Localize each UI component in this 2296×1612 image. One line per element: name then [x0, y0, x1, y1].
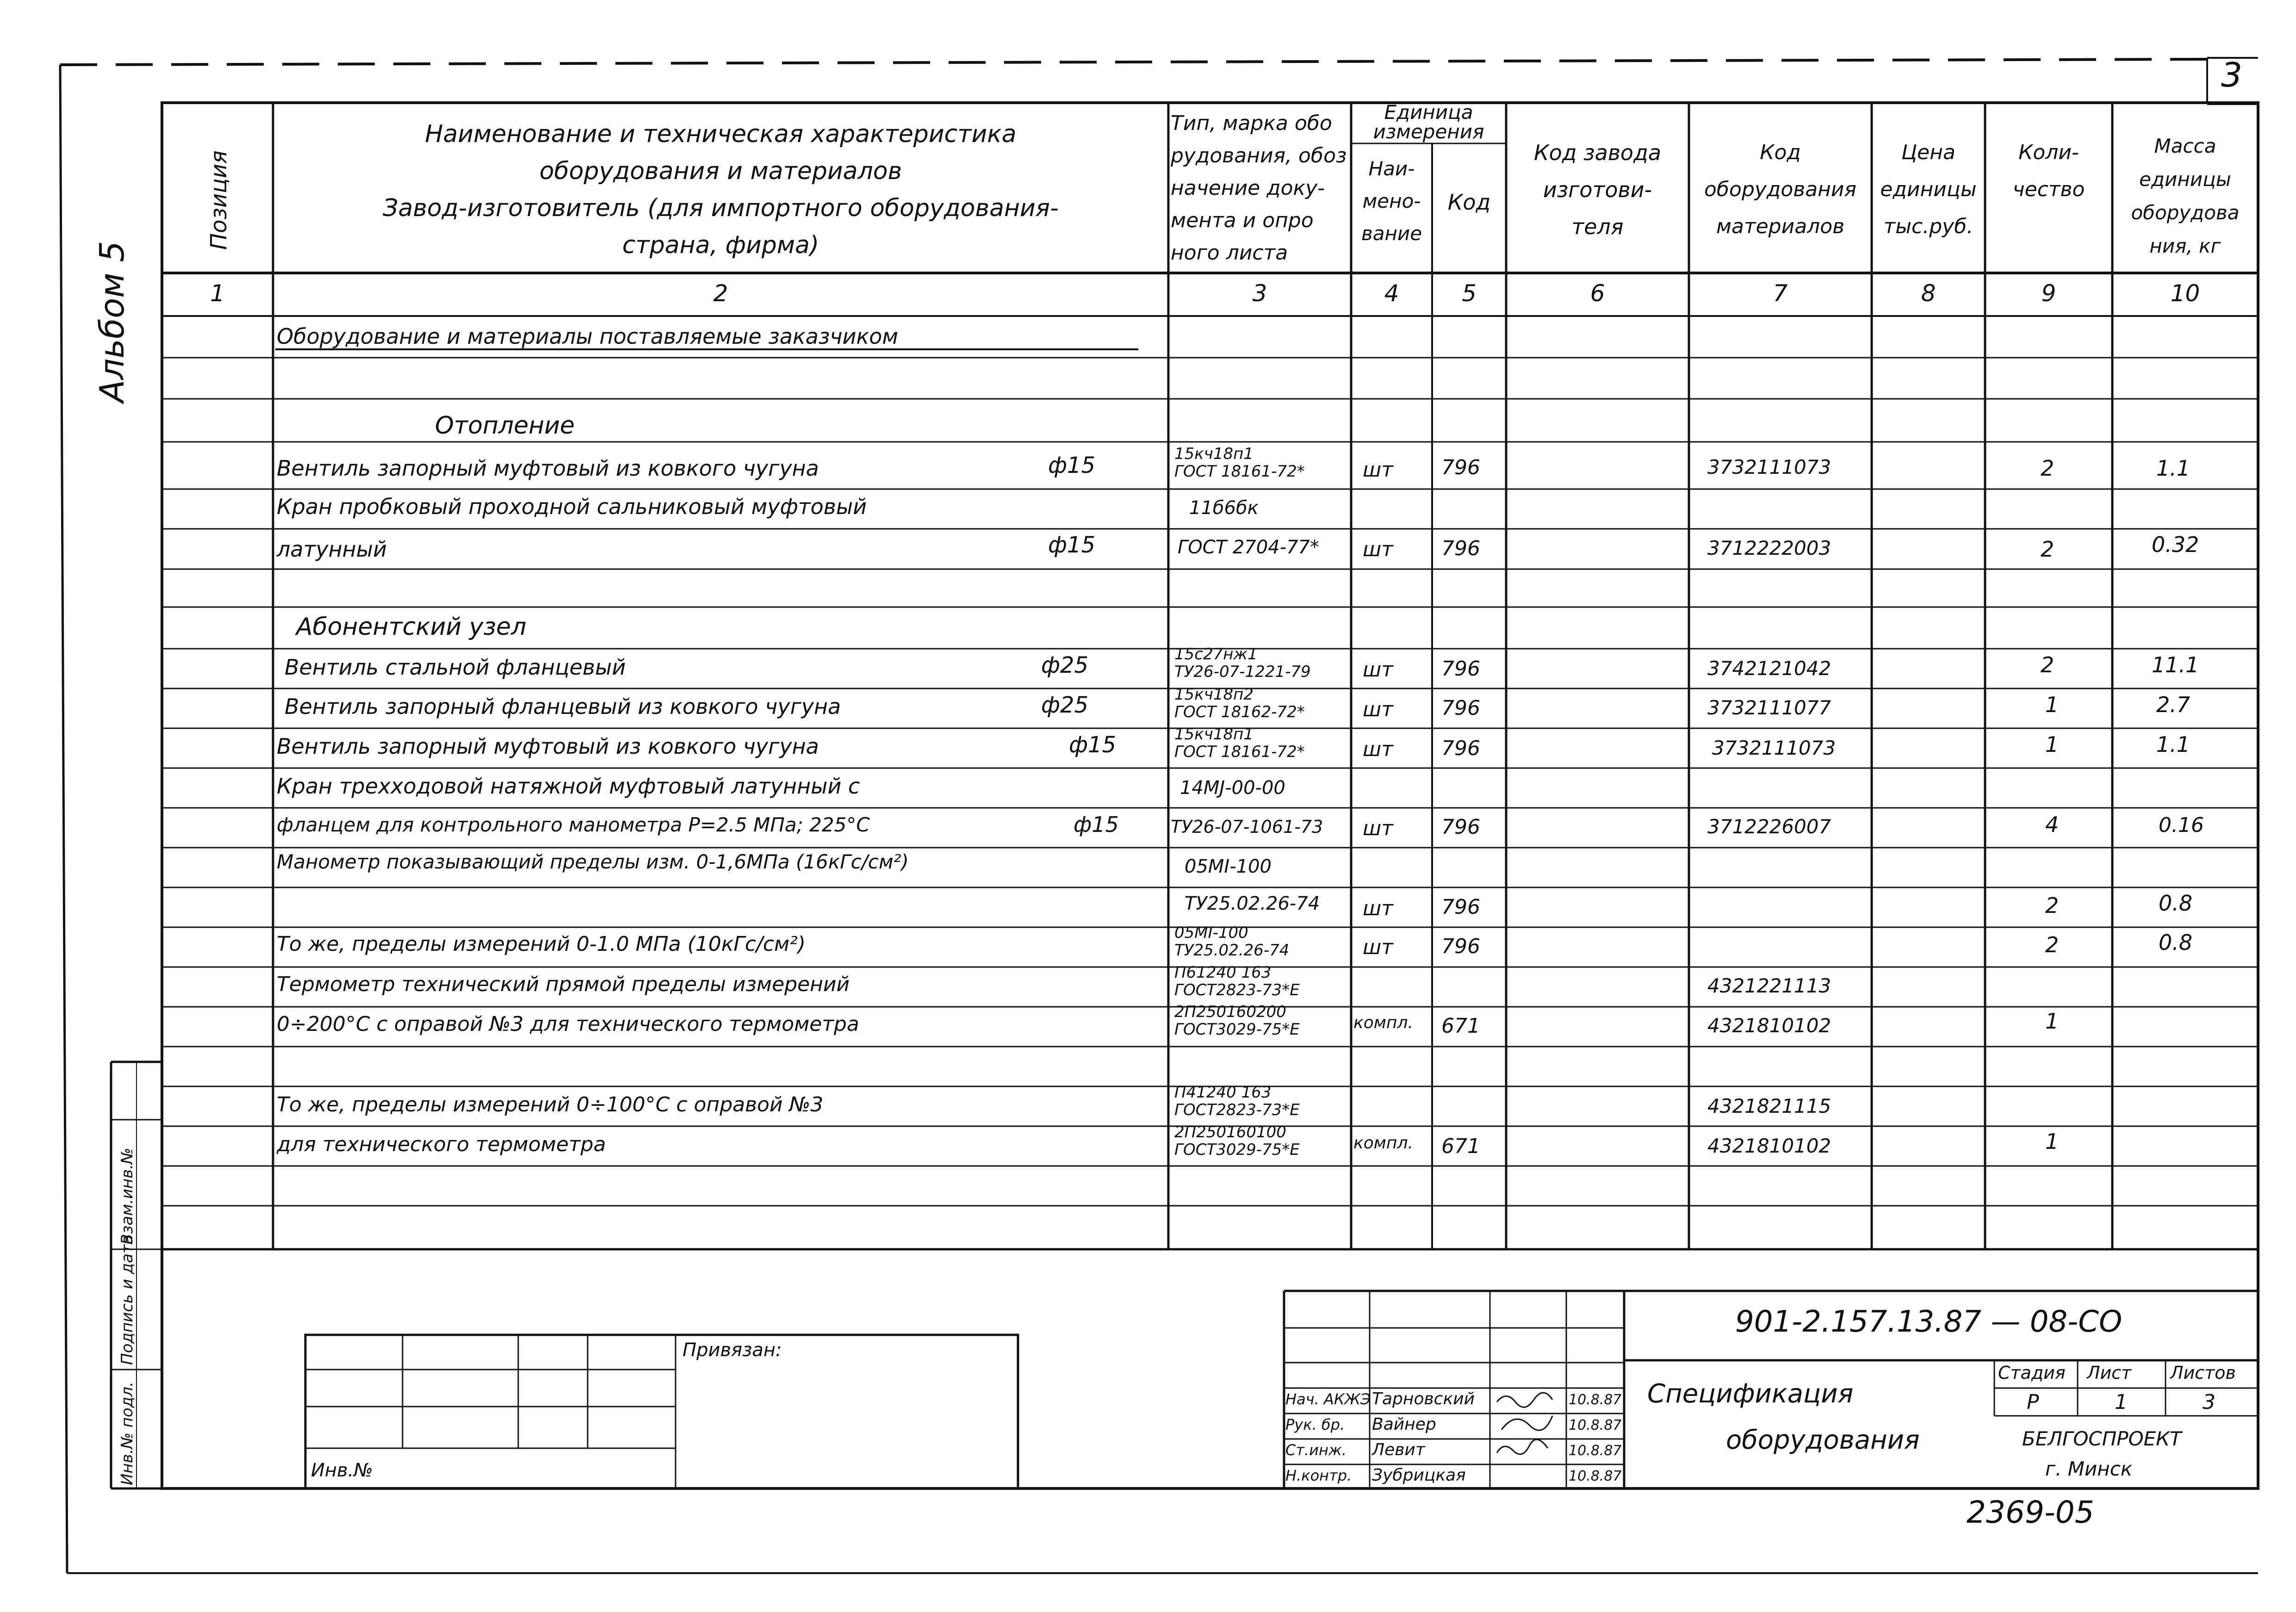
- row-12-code: 796: [1441, 815, 1480, 839]
- row-9-unit: шт: [1363, 698, 1393, 721]
- row-10-dn: ф15: [1069, 732, 1117, 758]
- sign-name-3: Левит: [1372, 1440, 1425, 1459]
- row-13-type: 05МI-100: [1185, 856, 1272, 877]
- row-15-code: 796: [1441, 935, 1480, 958]
- row-15-mass: 0.8: [2159, 930, 2193, 955]
- row-7-heading: Абонентский узел: [296, 613, 527, 641]
- colnum-1: 1: [210, 280, 225, 307]
- org-name: БЕЛГОСПРОЕКТ: [2022, 1427, 2182, 1450]
- row-3-qty: 2: [2041, 456, 2054, 481]
- row-15-type-2: ТУ25.02.26-74: [1174, 941, 1290, 960]
- row-15-name: То же, пределы измерений 0-1.0 МПа (10кГс/см²): [277, 932, 806, 956]
- row-20-name: для технического термометра: [277, 1133, 606, 1156]
- header-col7-line2: оборудования: [1704, 178, 1856, 201]
- row-9-type-1: 15кч18п2: [1174, 685, 1254, 704]
- row-10-code: 796: [1441, 737, 1480, 760]
- row-9-mass: 2.7: [2156, 692, 2191, 717]
- header-col10-line3: оборудова: [2131, 201, 2240, 224]
- side-stamp-signature-date: Подпись и дата: [118, 1234, 137, 1365]
- sign-role-1: Нач. АКЖЭ: [1285, 1390, 1371, 1408]
- row-14-mass: 0.8: [2159, 891, 2193, 916]
- header-col4-line1: Наи-: [1368, 157, 1415, 180]
- row-5-code: 796: [1441, 537, 1480, 560]
- row-16-equip-code: 4321221113: [1707, 974, 1831, 997]
- row-12-type-b: ТУ26-07-1061-73: [1171, 817, 1323, 837]
- row-3-unit: шт: [1363, 458, 1393, 482]
- row-12-equip-code: 3712226007: [1707, 815, 1831, 838]
- row-13-name: Манометр показывающий пределы изм. 0-1,6МПа (16кГс/см²): [277, 850, 909, 873]
- row-8-qty: 2: [2041, 652, 2054, 677]
- header-col10-line1: Масса: [2154, 135, 2216, 157]
- org-city: г. Минск: [2045, 1457, 2133, 1480]
- sign-name-2: Вайнер: [1372, 1415, 1436, 1434]
- row-8-type-1: 15с27нж1: [1174, 645, 1258, 663]
- header-col1: Позиция: [206, 150, 232, 250]
- header-col7-line1: Код: [1760, 141, 1801, 164]
- row-19-equip-code: 4321821115: [1707, 1095, 1831, 1117]
- header-col4-line3: вание: [1361, 222, 1422, 245]
- row-19-name: То же, пределы измерений 0÷100°С с оправой №3: [277, 1093, 824, 1116]
- header-col9-line1: Коли-: [2018, 141, 2079, 164]
- header-col9-line2: чество: [2012, 178, 2085, 201]
- row-5-unit: шт: [1363, 538, 1393, 561]
- header-col2-line3: Завод-изготовитель (для импортного оборудования-: [383, 194, 1059, 222]
- row-8-unit: шт: [1363, 658, 1393, 682]
- header-col8-line3: тыс.руб.: [1883, 215, 1973, 238]
- row-3-name: Вентиль запорный муфтовый из ковкого чугуна: [277, 456, 819, 481]
- row-19-type-1: П41240 163: [1174, 1083, 1272, 1102]
- header-col10-line4: ния, кг: [2149, 235, 2221, 257]
- header-col6-line3: теля: [1571, 214, 1624, 239]
- row-10-type-1: 15кч18п1: [1174, 725, 1254, 744]
- row-14-type: ТУ25.02.26-74: [1185, 893, 1320, 914]
- row-4-name: Кран пробковый проходной сальниковый муфтовый: [277, 494, 867, 519]
- sign-name-1: Тарновский: [1372, 1389, 1475, 1408]
- row-9-equip-code: 3732111077: [1707, 696, 1831, 719]
- row-20-equip-code: 4321810102: [1707, 1135, 1831, 1157]
- header-col3-line2: рудования, обоз: [1171, 144, 1347, 167]
- row-8-code: 796: [1441, 657, 1480, 681]
- row-17-code: 671: [1441, 1014, 1480, 1038]
- row-12-name: фланцем для контрольного манометра Р=2.5 МПа; 225°С: [277, 813, 870, 836]
- colnum-10: 10: [2170, 280, 2200, 307]
- row-15-unit: шт: [1363, 936, 1393, 959]
- document-code: 901-2.157.13.87 — 08-СО: [1735, 1305, 2122, 1339]
- row-5-type: ГОСТ 2704-77*: [1178, 537, 1319, 558]
- header-col6-line1: Код завода: [1533, 140, 1662, 165]
- colnum-7: 7: [1773, 280, 1788, 307]
- sheet-value: 1: [2115, 1390, 2128, 1414]
- header-col3-line3: начение доку-: [1171, 176, 1325, 200]
- row-8-name: Вентиль стальной фланцевый: [285, 655, 626, 680]
- row-12-qty: 4: [2045, 812, 2059, 837]
- sign-role-2: Рук. бр.: [1285, 1416, 1345, 1433]
- row-9-type-2: ГОСТ 18162-72*: [1174, 703, 1305, 721]
- sheet-label: Лист: [2087, 1363, 2132, 1383]
- row-10-name: Вентиль запорный муфтовый из ковкого чугуна: [277, 734, 819, 759]
- header-col7-line3: материалов: [1716, 215, 1845, 238]
- row-19-type-2: ГОСТ2823-73*Е: [1174, 1101, 1300, 1119]
- inv-no-label: Инв.№: [311, 1460, 373, 1481]
- row-10-mass: 1.1: [2156, 732, 2191, 757]
- sign-date-4: 10.8.87: [1569, 1468, 1622, 1484]
- header-unit-line1: Единица: [1384, 101, 1473, 124]
- colnum-2: 2: [713, 280, 728, 307]
- sign-date-3: 10.8.87: [1569, 1443, 1622, 1459]
- row-17-equip-code: 4321810102: [1707, 1014, 1831, 1037]
- colnum-8: 8: [1921, 280, 1936, 307]
- row-2-heading: Отопление: [435, 412, 575, 440]
- row-14-qty: 2: [2045, 893, 2059, 918]
- row-15-qty: 2: [2045, 932, 2059, 957]
- side-stamp-replaced-inv: Взам.инв.№: [118, 1147, 137, 1245]
- sign-date-1: 10.8.87: [1569, 1392, 1622, 1408]
- header-col8-line1: Цена: [1901, 141, 1955, 164]
- header-col6-line2: изготови-: [1543, 177, 1652, 202]
- doc-title-line1: Спецификация: [1647, 1379, 1854, 1409]
- row-17-qty: 1: [2045, 1009, 2059, 1034]
- doc-title-line2: оборудования: [1726, 1425, 1920, 1455]
- row-17-name: 0÷200°С с оправой №3 для технического термометра: [277, 1012, 859, 1036]
- row-20-type-1: 2П250160100: [1174, 1123, 1286, 1141]
- row-14-code: 796: [1441, 895, 1480, 919]
- header-col2-line2: оборудования и материалов: [539, 157, 902, 185]
- colnum-6: 6: [1590, 280, 1605, 307]
- row-3-mass: 1.1: [2156, 456, 2191, 481]
- header-col4-line2: мено-: [1362, 190, 1421, 212]
- side-stamp-inv-no: Инв.№ подл.: [118, 1382, 137, 1485]
- row-20-qty: 1: [2045, 1129, 2059, 1154]
- row-12-unit: шт: [1363, 817, 1393, 840]
- row-3-type-1: 15кч18п1: [1174, 445, 1254, 463]
- stage-value: Р: [2027, 1390, 2039, 1414]
- sheet-corner-number: 3: [2221, 56, 2242, 94]
- colnum-3: 3: [1252, 280, 1267, 307]
- row-16-type-1: П61240 163: [1174, 963, 1272, 982]
- row-16-type-2: ГОСТ2823-73*Е: [1174, 981, 1300, 999]
- row-11-name: Кран трехходовой натяжной муфтовый латунный с: [277, 774, 860, 799]
- row-10-qty: 1: [2045, 732, 2059, 757]
- stage-label: Стадия: [1998, 1363, 2066, 1383]
- row-3-equip-code: 3732111073: [1707, 456, 1831, 478]
- header-col3-line5: ного листа: [1171, 241, 1288, 265]
- row-9-name: Вентиль запорный фланцевый из ковкого чугуна: [285, 694, 841, 719]
- row-16-name: Термометр технический прямой пределы измерений: [277, 973, 850, 996]
- row-12-type-a: 14МЈ-00-00: [1180, 777, 1285, 799]
- colnum-5: 5: [1462, 280, 1477, 307]
- row-12-mass: 0.16: [2159, 813, 2204, 837]
- sign-role-3: Ст.инж.: [1285, 1441, 1347, 1459]
- row-9-dn: ф25: [1041, 692, 1089, 718]
- header-col2-line4: страна, фирма): [622, 231, 819, 259]
- row-17-unit: компл.: [1353, 1013, 1413, 1032]
- header-col3-line1: Тип, марка обо: [1171, 112, 1332, 135]
- sign-date-2: 10.8.87: [1569, 1417, 1622, 1433]
- row-3-dn: ф15: [1048, 453, 1096, 478]
- header-col10-line2: единицы: [2139, 168, 2231, 191]
- row-10-type-2: ГОСТ 18161-72*: [1174, 743, 1305, 761]
- row-17-type-1: 2П250160200: [1174, 1003, 1286, 1021]
- row-9-code: 796: [1441, 696, 1480, 720]
- sign-name-4: Зубрицкая: [1372, 1466, 1466, 1485]
- row-5-qty: 2: [2041, 537, 2054, 562]
- row-20-unit: компл.: [1353, 1134, 1413, 1153]
- sheets-label: Листов: [2170, 1363, 2236, 1383]
- sheets-value: 3: [2203, 1390, 2215, 1414]
- row-20-type-2: ГОСТ3029-75*Е: [1174, 1141, 1300, 1159]
- row-20-code: 671: [1441, 1135, 1480, 1158]
- row-15-type-1: 05МI-100: [1174, 924, 1248, 942]
- row-10-unit: шт: [1363, 738, 1393, 761]
- row-10-equip-code: 3732111073: [1712, 737, 1836, 759]
- row-8-mass: 11.1: [2152, 652, 2199, 677]
- colnum-9: 9: [2041, 280, 2056, 307]
- row-8-dn: ф25: [1041, 652, 1089, 678]
- sign-role-4: Н.контр.: [1285, 1467, 1352, 1484]
- row-17-type-2: ГОСТ3029-75*Е: [1174, 1020, 1300, 1039]
- row-5-mass: 0.32: [2152, 532, 2199, 557]
- row-8-type-2: ТУ26-07-1221-79: [1174, 663, 1311, 681]
- row-5-name: латунный: [277, 537, 387, 562]
- colnum-4: 4: [1384, 280, 1399, 307]
- row-3-type-2: ГОСТ 18161-72*: [1174, 462, 1305, 481]
- album-label: Альбом 5: [93, 241, 131, 403]
- row-8-equip-code: 3742121042: [1707, 657, 1831, 680]
- row-5-dn: ф15: [1048, 532, 1096, 558]
- bottom-number: 2369-05: [1967, 1494, 2094, 1530]
- row-5-equip-code: 3712222003: [1707, 537, 1831, 559]
- row-3-code: 796: [1441, 456, 1480, 479]
- header-unit-line2: измерения: [1373, 120, 1484, 143]
- header-col2-line1: Наименование и техническая характеристика: [425, 120, 1017, 148]
- row-14-unit: шт: [1363, 897, 1393, 920]
- header-col5: Код: [1447, 190, 1491, 215]
- header-col3-line4: мента и опро: [1171, 209, 1314, 232]
- row-12-dn: ф15: [1074, 812, 1119, 837]
- row-9-qty: 1: [2045, 692, 2059, 717]
- row-0-name: Оборудование и материалы поставляемые заказчиком: [277, 324, 899, 349]
- header-col8-line2: единицы: [1880, 178, 1977, 201]
- row-4-type: 11б6бк: [1189, 497, 1259, 519]
- privyazan-label: Привязан:: [683, 1339, 782, 1361]
